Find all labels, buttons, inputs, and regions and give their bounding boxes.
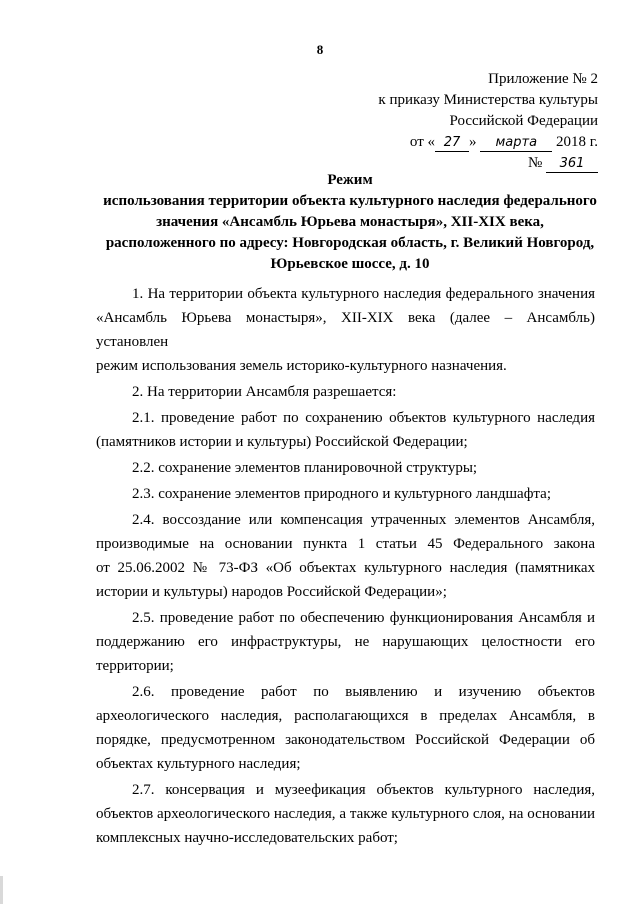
date-day-handwritten: 27 — [435, 135, 469, 152]
paragraph-2-5 — [96, 606, 595, 678]
number-handwritten: 361 — [546, 156, 598, 173]
paragraph-line: режим использования земель историко-культурного назначения. — [96, 358, 507, 374]
paragraph-line: археологического наследия, располагающихся в пределах Ансамбля, в — [96, 708, 595, 724]
paragraph-2-7 — [96, 778, 595, 850]
date-prefix: от « — [409, 134, 436, 150]
paragraph-2-2 — [96, 456, 595, 480]
paragraph-line: 2.7. консервация и музеефикация объектов культурного наследия, — [132, 782, 595, 798]
appendix-title: Приложение № 2 — [488, 71, 598, 87]
date-year: 2018 г. — [556, 134, 598, 150]
date-month-handwritten: марта — [480, 135, 552, 152]
paragraph-2-1 — [96, 406, 595, 454]
appendix-date — [378, 132, 598, 153]
title-line-1: использования территории объекта культурного наследия федерального — [103, 193, 597, 209]
appendix-order-ref: к приказу Министерства культуры — [378, 92, 598, 108]
title-line-4: Юрьевское шоссе, д. 10 — [270, 256, 430, 272]
paragraph-1 — [96, 282, 595, 378]
paragraph-line: (памятников истории и культуры) Российской Федерации; — [96, 434, 468, 450]
title-line-2: значения «Ансамбль Юрьева монастыря», XII-XIX века, — [156, 214, 544, 230]
appendix-ministry: Российской Федерации — [449, 113, 598, 129]
appendix-header — [378, 69, 598, 174]
paragraph-2 — [96, 380, 595, 404]
paragraph-line: 2.5. проведение работ по обеспечению функционирования Ансамбля и — [132, 610, 595, 626]
document-title — [95, 170, 605, 275]
paragraph-line: порядке, предусмотренном законодательством Российской Федерации об — [96, 732, 595, 748]
title-heading: Режим — [327, 172, 373, 188]
paragraph-line: 2.1. проведение работ по сохранению объектов культурного наследия — [132, 410, 595, 426]
paragraph-line: истории и культуры) народов Российской Федерации»; — [96, 584, 447, 600]
page-number: 8 — [316, 42, 324, 57]
number-prefix: № — [527, 155, 543, 171]
paragraph-line: 2.4. воссоздание или компенсация утраченных элементов Ансамбля, — [132, 512, 595, 528]
paragraph-line: поддержанию его инфраструктуры, не нарушающих целостности его — [96, 634, 595, 650]
paragraph-line: от 25.06.2002 № 73-ФЗ «Об объектах культурного наследия (памятниках — [96, 560, 595, 576]
paragraph-line: объектов археологического наследия, а также культурного слоя, на основании — [96, 806, 595, 822]
paragraph-2-3 — [96, 482, 595, 506]
paragraph-line: 2.2. сохранение элементов планировочной структуры; — [132, 460, 478, 476]
paragraph-2-6 — [96, 680, 595, 776]
scan-edge-mark — [0, 876, 3, 904]
date-mid: » — [469, 134, 477, 150]
paragraph-line: 2. На территории Ансамбля разрешается: — [132, 384, 397, 400]
paragraph-line: комплексных научно-исследовательских работ; — [96, 830, 398, 846]
document-body — [96, 282, 595, 850]
paragraph-line: 2.6. проведение работ по выявлению и изучению объектов — [132, 684, 595, 700]
paragraph-line: территории; — [96, 658, 174, 674]
paragraph-line: объектах культурного наследия; — [96, 756, 301, 772]
paragraph-line: производимые на основании пункта 1 статьи 45 Федерального закона — [96, 536, 595, 552]
paragraph-line: «Ансамбль Юрьева монастыря», XII-XIX века (далее – Ансамбль) установлен — [96, 310, 595, 350]
paragraph-line: 1. На территории объекта культурного наследия федерального значения — [132, 286, 595, 302]
title-line-3: расположенного по адресу: Новгородская область, г. Великий Новгород, — [105, 235, 595, 251]
paragraph-2-4 — [96, 508, 595, 604]
paragraph-line: 2.3. сохранение элементов природного и культурного ландшафта; — [132, 486, 551, 502]
